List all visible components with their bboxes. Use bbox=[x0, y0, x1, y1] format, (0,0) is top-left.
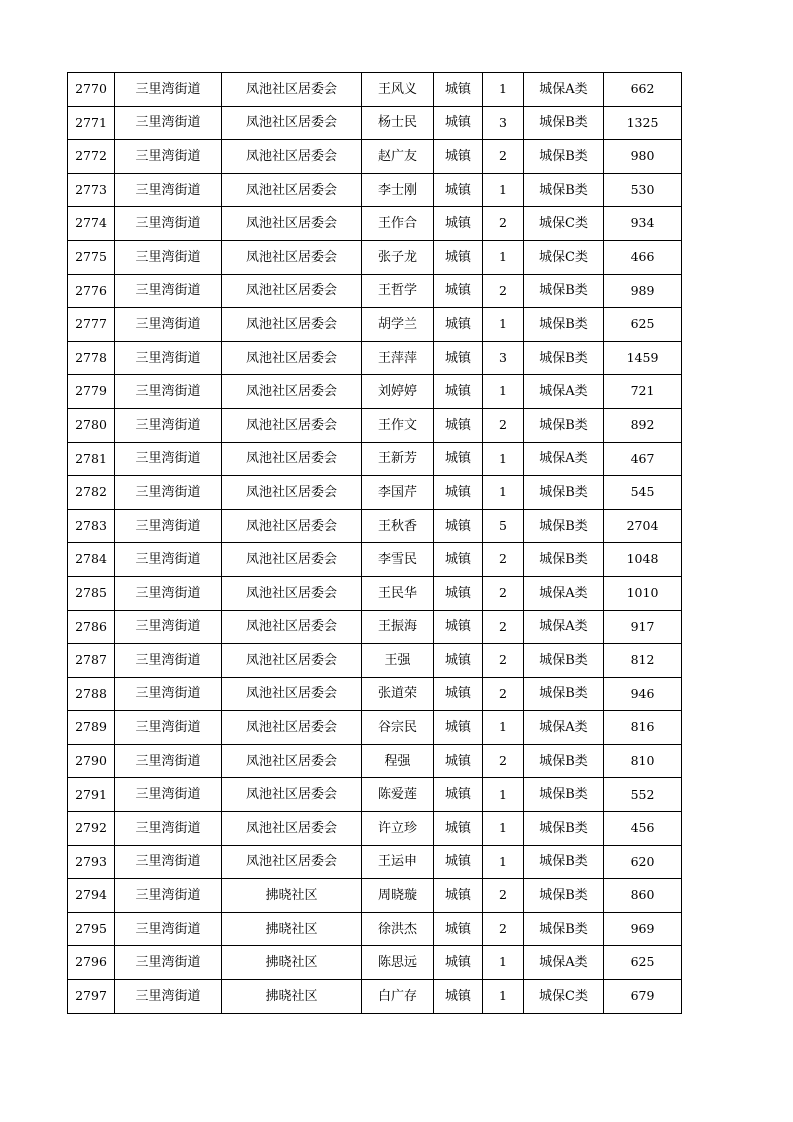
cell-household-count: 2 bbox=[483, 207, 524, 241]
cell-household-count: 2 bbox=[483, 543, 524, 577]
cell-street: 三里湾街道 bbox=[115, 408, 222, 442]
cell-street: 三里湾街道 bbox=[115, 711, 222, 745]
cell-serial-number: 2775 bbox=[68, 240, 115, 274]
table-row bbox=[68, 576, 682, 610]
cell-community: 凤池社区居委会 bbox=[222, 341, 362, 375]
cell-household-count: 2 bbox=[483, 576, 524, 610]
cell-insurance-category: 城保A类 bbox=[524, 946, 604, 980]
cell-community: 凤池社区居委会 bbox=[222, 140, 362, 174]
cell-amount: 625 bbox=[604, 946, 682, 980]
cell-community: 凤池社区居委会 bbox=[222, 778, 362, 812]
cell-amount: 530 bbox=[604, 173, 682, 207]
cell-person-name: 许立珍 bbox=[362, 812, 434, 846]
cell-serial-number: 2795 bbox=[68, 912, 115, 946]
cell-amount: 812 bbox=[604, 644, 682, 678]
cell-community: 凤池社区居委会 bbox=[222, 845, 362, 879]
cell-insurance-category: 城保B类 bbox=[524, 274, 604, 308]
cell-area-type: 城镇 bbox=[434, 610, 483, 644]
cell-serial-number: 2794 bbox=[68, 879, 115, 913]
cell-street: 三里湾街道 bbox=[115, 744, 222, 778]
cell-street: 三里湾街道 bbox=[115, 240, 222, 274]
cell-household-count: 2 bbox=[483, 610, 524, 644]
cell-household-count: 2 bbox=[483, 912, 524, 946]
cell-insurance-category: 城保B类 bbox=[524, 644, 604, 678]
cell-amount: 456 bbox=[604, 812, 682, 846]
cell-street: 三里湾街道 bbox=[115, 879, 222, 913]
cell-insurance-category: 城保B类 bbox=[524, 845, 604, 879]
cell-amount: 679 bbox=[604, 980, 682, 1014]
cell-street: 三里湾街道 bbox=[115, 543, 222, 577]
cell-street: 三里湾街道 bbox=[115, 946, 222, 980]
cell-insurance-category: 城保B类 bbox=[524, 476, 604, 510]
cell-serial-number: 2780 bbox=[68, 408, 115, 442]
cell-serial-number: 2792 bbox=[68, 812, 115, 846]
table-row bbox=[68, 341, 682, 375]
cell-street: 三里湾街道 bbox=[115, 173, 222, 207]
cell-community: 凤池社区居委会 bbox=[222, 442, 362, 476]
cell-household-count: 2 bbox=[483, 274, 524, 308]
table-row bbox=[68, 610, 682, 644]
cell-amount: 989 bbox=[604, 274, 682, 308]
cell-area-type: 城镇 bbox=[434, 744, 483, 778]
cell-amount: 860 bbox=[604, 879, 682, 913]
cell-community: 凤池社区居委会 bbox=[222, 744, 362, 778]
cell-street: 三里湾街道 bbox=[115, 845, 222, 879]
cell-household-count: 2 bbox=[483, 140, 524, 174]
cell-area-type: 城镇 bbox=[434, 341, 483, 375]
cell-amount: 2704 bbox=[604, 509, 682, 543]
cell-community: 拂晓社区 bbox=[222, 912, 362, 946]
table-row bbox=[68, 207, 682, 241]
cell-amount: 1325 bbox=[604, 106, 682, 140]
cell-street: 三里湾街道 bbox=[115, 576, 222, 610]
cell-area-type: 城镇 bbox=[434, 308, 483, 342]
cell-area-type: 城镇 bbox=[434, 644, 483, 678]
cell-person-name: 周晓璇 bbox=[362, 879, 434, 913]
cell-street: 三里湾街道 bbox=[115, 980, 222, 1014]
cell-amount: 545 bbox=[604, 476, 682, 510]
cell-amount: 721 bbox=[604, 375, 682, 409]
table-row bbox=[68, 106, 682, 140]
cell-area-type: 城镇 bbox=[434, 980, 483, 1014]
cell-serial-number: 2784 bbox=[68, 543, 115, 577]
cell-serial-number: 2770 bbox=[68, 73, 115, 107]
cell-amount: 662 bbox=[604, 73, 682, 107]
cell-area-type: 城镇 bbox=[434, 912, 483, 946]
cell-street: 三里湾街道 bbox=[115, 375, 222, 409]
cell-community: 凤池社区居委会 bbox=[222, 274, 362, 308]
cell-amount: 892 bbox=[604, 408, 682, 442]
table-row bbox=[68, 509, 682, 543]
cell-insurance-category: 城保B类 bbox=[524, 879, 604, 913]
cell-community: 拂晓社区 bbox=[222, 946, 362, 980]
cell-insurance-category: 城保A类 bbox=[524, 610, 604, 644]
cell-community: 凤池社区居委会 bbox=[222, 408, 362, 442]
cell-person-name: 赵广友 bbox=[362, 140, 434, 174]
table-row bbox=[68, 308, 682, 342]
cell-person-name: 陈爱莲 bbox=[362, 778, 434, 812]
cell-household-count: 1 bbox=[483, 778, 524, 812]
cell-street: 三里湾街道 bbox=[115, 812, 222, 846]
cell-serial-number: 2771 bbox=[68, 106, 115, 140]
table-row bbox=[68, 173, 682, 207]
cell-person-name: 王风义 bbox=[362, 73, 434, 107]
cell-insurance-category: 城保B类 bbox=[524, 140, 604, 174]
cell-street: 三里湾街道 bbox=[115, 912, 222, 946]
cell-insurance-category: 城保C类 bbox=[524, 207, 604, 241]
cell-insurance-category: 城保A类 bbox=[524, 576, 604, 610]
cell-serial-number: 2773 bbox=[68, 173, 115, 207]
cell-amount: 934 bbox=[604, 207, 682, 241]
cell-amount: 810 bbox=[604, 744, 682, 778]
cell-street: 三里湾街道 bbox=[115, 106, 222, 140]
cell-community: 凤池社区居委会 bbox=[222, 73, 362, 107]
cell-household-count: 3 bbox=[483, 341, 524, 375]
cell-person-name: 李国芹 bbox=[362, 476, 434, 510]
cell-amount: 466 bbox=[604, 240, 682, 274]
cell-amount: 1048 bbox=[604, 543, 682, 577]
cell-household-count: 1 bbox=[483, 73, 524, 107]
table-row bbox=[68, 744, 682, 778]
cell-amount: 467 bbox=[604, 442, 682, 476]
cell-insurance-category: 城保B类 bbox=[524, 308, 604, 342]
cell-insurance-category: 城保B类 bbox=[524, 173, 604, 207]
cell-insurance-category: 城保B类 bbox=[524, 677, 604, 711]
table-body bbox=[68, 73, 682, 1014]
cell-community: 拂晓社区 bbox=[222, 980, 362, 1014]
cell-area-type: 城镇 bbox=[434, 509, 483, 543]
cell-community: 凤池社区居委会 bbox=[222, 610, 362, 644]
cell-insurance-category: 城保B类 bbox=[524, 408, 604, 442]
cell-household-count: 1 bbox=[483, 946, 524, 980]
cell-area-type: 城镇 bbox=[434, 476, 483, 510]
cell-insurance-category: 城保B类 bbox=[524, 543, 604, 577]
cell-household-count: 1 bbox=[483, 980, 524, 1014]
cell-community: 凤池社区居委会 bbox=[222, 476, 362, 510]
cell-area-type: 城镇 bbox=[434, 106, 483, 140]
cell-serial-number: 2793 bbox=[68, 845, 115, 879]
cell-household-count: 2 bbox=[483, 644, 524, 678]
cell-community: 凤池社区居委会 bbox=[222, 308, 362, 342]
table-row bbox=[68, 812, 682, 846]
cell-area-type: 城镇 bbox=[434, 946, 483, 980]
cell-serial-number: 2787 bbox=[68, 644, 115, 678]
cell-area-type: 城镇 bbox=[434, 140, 483, 174]
cell-serial-number: 2791 bbox=[68, 778, 115, 812]
cell-serial-number: 2774 bbox=[68, 207, 115, 241]
cell-person-name: 白广存 bbox=[362, 980, 434, 1014]
cell-household-count: 1 bbox=[483, 711, 524, 745]
table-row bbox=[68, 946, 682, 980]
cell-community: 凤池社区居委会 bbox=[222, 106, 362, 140]
cell-amount: 625 bbox=[604, 308, 682, 342]
table-row bbox=[68, 476, 682, 510]
cell-household-count: 1 bbox=[483, 442, 524, 476]
cell-serial-number: 2796 bbox=[68, 946, 115, 980]
beneficiary-table bbox=[67, 72, 682, 1014]
cell-household-count: 1 bbox=[483, 476, 524, 510]
cell-person-name: 程强 bbox=[362, 744, 434, 778]
cell-area-type: 城镇 bbox=[434, 442, 483, 476]
cell-household-count: 1 bbox=[483, 845, 524, 879]
cell-serial-number: 2789 bbox=[68, 711, 115, 745]
cell-household-count: 1 bbox=[483, 812, 524, 846]
cell-community: 凤池社区居委会 bbox=[222, 509, 362, 543]
table-row bbox=[68, 442, 682, 476]
cell-area-type: 城镇 bbox=[434, 543, 483, 577]
cell-community: 凤池社区居委会 bbox=[222, 173, 362, 207]
cell-insurance-category: 城保B类 bbox=[524, 744, 604, 778]
table-row bbox=[68, 879, 682, 913]
cell-person-name: 王萍萍 bbox=[362, 341, 434, 375]
cell-person-name: 陈思远 bbox=[362, 946, 434, 980]
table-row bbox=[68, 408, 682, 442]
cell-serial-number: 2790 bbox=[68, 744, 115, 778]
cell-serial-number: 2779 bbox=[68, 375, 115, 409]
cell-area-type: 城镇 bbox=[434, 711, 483, 745]
cell-person-name: 王民华 bbox=[362, 576, 434, 610]
cell-household-count: 1 bbox=[483, 375, 524, 409]
cell-insurance-category: 城保B类 bbox=[524, 509, 604, 543]
cell-household-count: 2 bbox=[483, 408, 524, 442]
cell-household-count: 1 bbox=[483, 173, 524, 207]
table-row bbox=[68, 140, 682, 174]
cell-person-name: 张子龙 bbox=[362, 240, 434, 274]
cell-serial-number: 2772 bbox=[68, 140, 115, 174]
cell-amount: 552 bbox=[604, 778, 682, 812]
cell-insurance-category: 城保B类 bbox=[524, 812, 604, 846]
cell-person-name: 王强 bbox=[362, 644, 434, 678]
table-row bbox=[68, 543, 682, 577]
cell-amount: 1010 bbox=[604, 576, 682, 610]
cell-community: 凤池社区居委会 bbox=[222, 543, 362, 577]
cell-area-type: 城镇 bbox=[434, 879, 483, 913]
cell-community: 拂晓社区 bbox=[222, 879, 362, 913]
cell-person-name: 李雪民 bbox=[362, 543, 434, 577]
cell-serial-number: 2781 bbox=[68, 442, 115, 476]
cell-area-type: 城镇 bbox=[434, 274, 483, 308]
cell-area-type: 城镇 bbox=[434, 73, 483, 107]
table-row bbox=[68, 375, 682, 409]
cell-serial-number: 2776 bbox=[68, 274, 115, 308]
cell-person-name: 王秋香 bbox=[362, 509, 434, 543]
cell-person-name: 王振海 bbox=[362, 610, 434, 644]
cell-household-count: 2 bbox=[483, 744, 524, 778]
cell-area-type: 城镇 bbox=[434, 375, 483, 409]
cell-community: 凤池社区居委会 bbox=[222, 576, 362, 610]
cell-person-name: 胡学兰 bbox=[362, 308, 434, 342]
cell-insurance-category: 城保A类 bbox=[524, 711, 604, 745]
cell-insurance-category: 城保B类 bbox=[524, 106, 604, 140]
cell-amount: 620 bbox=[604, 845, 682, 879]
cell-person-name: 王作合 bbox=[362, 207, 434, 241]
cell-person-name: 王哲学 bbox=[362, 274, 434, 308]
cell-street: 三里湾街道 bbox=[115, 140, 222, 174]
cell-serial-number: 2777 bbox=[68, 308, 115, 342]
cell-community: 凤池社区居委会 bbox=[222, 812, 362, 846]
table-row bbox=[68, 711, 682, 745]
cell-person-name: 王运申 bbox=[362, 845, 434, 879]
cell-street: 三里湾街道 bbox=[115, 476, 222, 510]
cell-area-type: 城镇 bbox=[434, 240, 483, 274]
table-row bbox=[68, 644, 682, 678]
cell-insurance-category: 城保A类 bbox=[524, 73, 604, 107]
cell-amount: 946 bbox=[604, 677, 682, 711]
table-row bbox=[68, 912, 682, 946]
cell-household-count: 2 bbox=[483, 677, 524, 711]
table-row bbox=[68, 274, 682, 308]
cell-street: 三里湾街道 bbox=[115, 442, 222, 476]
cell-person-name: 王新芳 bbox=[362, 442, 434, 476]
cell-amount: 1459 bbox=[604, 341, 682, 375]
cell-amount: 917 bbox=[604, 610, 682, 644]
cell-street: 三里湾街道 bbox=[115, 341, 222, 375]
cell-serial-number: 2782 bbox=[68, 476, 115, 510]
cell-insurance-category: 城保C类 bbox=[524, 980, 604, 1014]
cell-household-count: 1 bbox=[483, 240, 524, 274]
cell-household-count: 1 bbox=[483, 308, 524, 342]
cell-street: 三里湾街道 bbox=[115, 509, 222, 543]
cell-street: 三里湾街道 bbox=[115, 778, 222, 812]
cell-amount: 816 bbox=[604, 711, 682, 745]
cell-insurance-category: 城保A类 bbox=[524, 375, 604, 409]
cell-serial-number: 2788 bbox=[68, 677, 115, 711]
cell-person-name: 杨士民 bbox=[362, 106, 434, 140]
cell-community: 凤池社区居委会 bbox=[222, 711, 362, 745]
cell-street: 三里湾街道 bbox=[115, 644, 222, 678]
cell-serial-number: 2797 bbox=[68, 980, 115, 1014]
cell-street: 三里湾街道 bbox=[115, 677, 222, 711]
cell-serial-number: 2785 bbox=[68, 576, 115, 610]
cell-amount: 969 bbox=[604, 912, 682, 946]
cell-community: 凤池社区居委会 bbox=[222, 644, 362, 678]
cell-community: 凤池社区居委会 bbox=[222, 375, 362, 409]
cell-person-name: 王作文 bbox=[362, 408, 434, 442]
cell-community: 凤池社区居委会 bbox=[222, 207, 362, 241]
cell-household-count: 2 bbox=[483, 879, 524, 913]
table-row bbox=[68, 677, 682, 711]
cell-street: 三里湾街道 bbox=[115, 73, 222, 107]
cell-area-type: 城镇 bbox=[434, 207, 483, 241]
table-row bbox=[68, 73, 682, 107]
cell-community: 凤池社区居委会 bbox=[222, 240, 362, 274]
cell-insurance-category: 城保C类 bbox=[524, 240, 604, 274]
cell-person-name: 刘婷婷 bbox=[362, 375, 434, 409]
cell-insurance-category: 城保B类 bbox=[524, 778, 604, 812]
cell-insurance-category: 城保A类 bbox=[524, 442, 604, 476]
cell-insurance-category: 城保B类 bbox=[524, 341, 604, 375]
table-row bbox=[68, 845, 682, 879]
cell-street: 三里湾街道 bbox=[115, 274, 222, 308]
cell-insurance-category: 城保B类 bbox=[524, 912, 604, 946]
cell-amount: 980 bbox=[604, 140, 682, 174]
cell-street: 三里湾街道 bbox=[115, 207, 222, 241]
cell-area-type: 城镇 bbox=[434, 778, 483, 812]
cell-person-name: 张道荣 bbox=[362, 677, 434, 711]
cell-serial-number: 2783 bbox=[68, 509, 115, 543]
cell-area-type: 城镇 bbox=[434, 173, 483, 207]
table-row bbox=[68, 778, 682, 812]
cell-area-type: 城镇 bbox=[434, 408, 483, 442]
cell-person-name: 李士刚 bbox=[362, 173, 434, 207]
cell-household-count: 5 bbox=[483, 509, 524, 543]
cell-person-name: 徐洪杰 bbox=[362, 912, 434, 946]
cell-area-type: 城镇 bbox=[434, 576, 483, 610]
cell-street: 三里湾街道 bbox=[115, 308, 222, 342]
cell-area-type: 城镇 bbox=[434, 677, 483, 711]
table-row bbox=[68, 980, 682, 1014]
cell-serial-number: 2778 bbox=[68, 341, 115, 375]
cell-street: 三里湾街道 bbox=[115, 610, 222, 644]
cell-area-type: 城镇 bbox=[434, 845, 483, 879]
cell-person-name: 谷宗民 bbox=[362, 711, 434, 745]
cell-household-count: 3 bbox=[483, 106, 524, 140]
cell-area-type: 城镇 bbox=[434, 812, 483, 846]
cell-community: 凤池社区居委会 bbox=[222, 677, 362, 711]
cell-serial-number: 2786 bbox=[68, 610, 115, 644]
table-row bbox=[68, 240, 682, 274]
